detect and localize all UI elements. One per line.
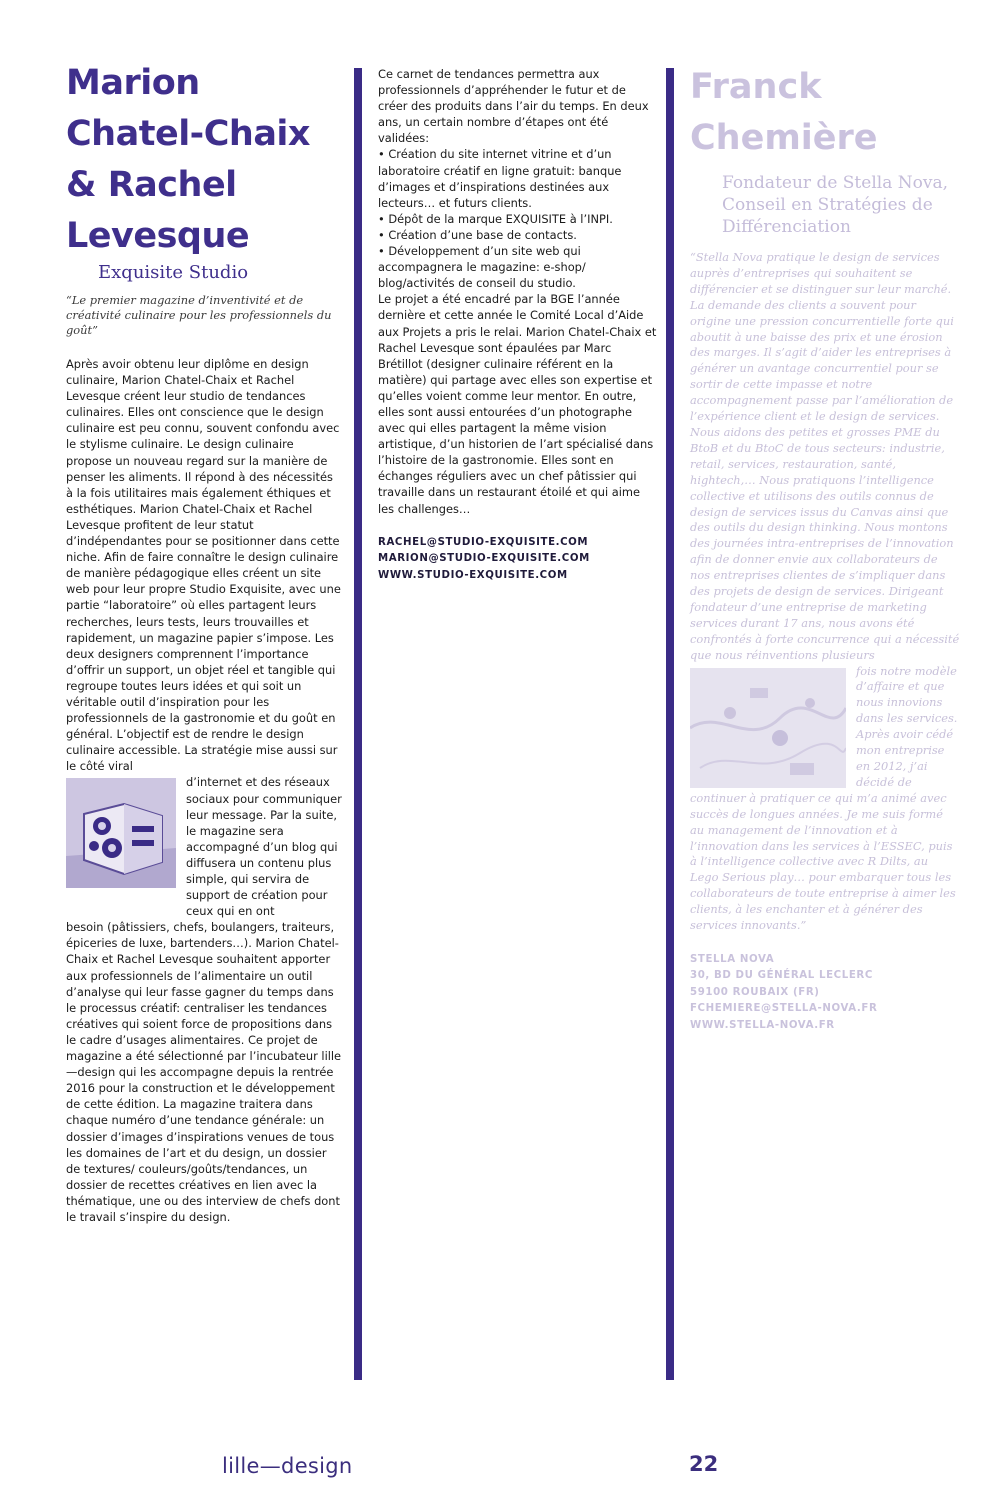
- title-line: Levesque: [66, 216, 250, 256]
- column-divider: [666, 68, 674, 1380]
- page-number: 22: [689, 1452, 719, 1476]
- bullet-item: • Création du site internet vitrine et d’un laboratoire créatif en ligne gratuit: banque d’images et d’inspirations destinées aux lecteurs… et futurs clients.: [378, 147, 622, 210]
- speaker-object-photo: [66, 778, 176, 888]
- column-divider: [354, 68, 362, 1380]
- quote-text: “Stella Nova pratique le design de services auprès d’entreprises qui souhaitent se différencier et se distinguer sur leur marché. La demande des clients a souvent pour origine une pression concurrentielle forte qui aboutit à une baisse des prix et une érosion des marges. Il s’agit d’aider les entreprises à générer un avantage concurrentiel pour se sortir de cette impasse et notre accompagnement passe par l’amélioration de l’expérience client et le design de services. Nous aidons des petites et grosses PME du BtoB et du BtoC de tous secteurs: industrie, retail, services, restauration, santé, hightech,… Nous pratiquons l’intelligence collective et utilisons des outils connus de design de services issus du Canvas ainsi que des outils du design thinking. Nous montons des journées intra-entreprises de l’innovation afin de donner envie aux collaborateurs de nos entreprises clientes de s’impliquer dans des projets de design de services. Dirigeant fondateur d’une entreprise de marketing services durant 17 ans, nous avons été confrontés à forte concurrence qui a nécessité que nous réinventions plusieurs: [690, 250, 960, 662]
- photo-wrap: [690, 664, 960, 791]
- bullet-item: • Création d’une base de contacts.: [378, 227, 577, 242]
- article-title: [690, 62, 960, 164]
- pull-quote: “Le premier magazine d’inventivité et de créativité culinaire pour les professionnels du goût”: [66, 293, 332, 337]
- quote-text-continued: continuer à pratiquer ce qui m’a animé avec succès de longues années. Je me suis formé au management de l’innovation et à l’innovation dans les services à l’ESSEC, puis à l’intelligence collective avec R Dilts, au Lego Serious play… pour embarquer tous les collaborateurs de toute entreprise à aimer les clients, à les enchanter et à générer des services innovants.”: [690, 790, 956, 933]
- article-franck-chemiere: [690, 62, 960, 1034]
- body-text: Ce carnet de tendances permettra aux professionnels d’appréhender le futur et de créer des produits dans l’air du temps. En deux ans, un certain nombre d’étapes ont été validées:: [378, 67, 649, 146]
- title-line: Franck: [690, 67, 822, 107]
- email-link[interactable]: MARION@STUDIO-EXQUISITE.COM: [378, 553, 590, 565]
- role-subtitle: Fondateur de Stella Nova, Conseil en Stratégies de Différenciation: [722, 173, 948, 237]
- title-line: Chemière: [690, 118, 878, 158]
- website-link[interactable]: WWW.STUDIO-EXQUISITE.COM: [378, 569, 568, 581]
- bullet-item: • Dépôt de la marque EXQUISITE à l’INPI.: [378, 211, 613, 226]
- city-address: 59100 ROUBAIX (FR): [690, 986, 820, 998]
- address-block: [690, 952, 960, 1035]
- body-text: Le projet a été encadré par la BGE l’année dernière et cette année le Comité Local d’Aide aux Projets a pris le relai. Marion Chatel-Chaix et Rachel Levesque sont épaulées par Marc Brétillot (designer culinaire référent en la matière) qui partage avec elles son expertise et qu’elles voient comme leur mentor. En outre, elles sont aussi entourées d’un photographe avec qui elles partagent la même vision artistique, d’un historien de l’art spécialisé dans l’histoire de la gastronomie. Elles sont en échanges réguliers avec un chef pâtissier qui travaille dans un restaurant étoilé et qui aime les challenges…: [378, 292, 657, 516]
- photo-wrap: [66, 774, 342, 919]
- company-name: STELLA NOVA: [690, 953, 775, 965]
- article-continuation: [378, 66, 658, 584]
- title-line: & Rachel: [66, 165, 237, 205]
- street-address: 30, BD DU GÉNÉRAL LECLERC: [690, 970, 873, 982]
- website-link[interactable]: WWW.STELLA-NOVA.FR: [690, 1019, 835, 1031]
- email-link[interactable]: FCHEMIERE@STELLA-NOVA.FR: [690, 1003, 878, 1015]
- body-text-continued: besoin (pâtissiers, chefs, boulangers, traiteurs, épiceries de luxe, bartenders…). Marion Chatel-Chaix et Rachel Levesque souhaitent apporter aux professionnels de l’alimentaire un outil d’analyse qui leur fasse gagner du temps dans le processus créatif: centraliser les tendances créatives qui soient force de propositions dans le cadre d’usages alimentaires. Ce projet de magazine a été sélectionné par l’incubateur lille—design qui les accompagne depuis la rentrée 2016 pour la construction et le développement de cette édition. La magazine traitera dans chaque numéro d’une tendance générale: un dossier d’images d’inspirations venues de tous les domaines de l’art et du design, un dossier de textures/ couleurs/goûts/tendances, un dossier de recettes créatives en lien avec la thématique, une ou des interview de chefs dont le travail s’inspire du design.: [66, 920, 342, 1224]
- quote-text-wrap: fois notre modèle d’affaire et que nous innovions dans les services. Après avoir cédé mon entreprise en 2012, j’ai décidé de: [856, 663, 958, 789]
- body-text: Après avoir obtenu leur diplôme en design culinaire, Marion Chatel-Chaix et Rachel Levesque créent leur studio de tendances culinaires. Elles ont conscience que le design culinaire est peu connu, souvent confondu avec le stylisme culinaire. Le design culinaire propose un nouveau regard sur la manière de penser les aliments. Il répond à des nécessités à la fois utilitaires mais également éthiques et esthétiques. Marion Chatel-Chaix et Rachel Levesque profitent de leur statut d’indépendantes pour se positionner dans cette niche. Afin de faire connaître le design culinaire de manière pédagogique elles créent un site web pour leur propre Studio Exquisite, avec une partie “laboratoire” où elles partagent leurs recherches, leurs tests, leurs trouvailles et rapidement, un magazine papier s’impose. Les deux designers comprennent l’importance d’offrir un support, un objet réel et tangible qui regroupe toutes leurs idées et qui soit un véritable outil d’inspiration pour les professionnels de la gastronomie et du goût en général. L’objectif est de rendre le design culinaire accessible. La stratégie mise aussi sur le côté viral: [66, 357, 341, 774]
- studio-subtitle: Exquisite Studio: [98, 262, 249, 283]
- workshop-photo: [690, 668, 846, 788]
- body-text-wrap: d’internet et des réseaux sociaux pour communiquer leur message. Par la suite, le magazine sera accompagné d’un blog qui diffusera un contenu plus simple, qui servira de support de création pour ceux qui en ont: [186, 775, 342, 919]
- title-line: Marion: [66, 63, 200, 103]
- title-line: Chatel-Chaix: [66, 114, 311, 154]
- article-marion-rachel: [66, 58, 342, 1225]
- article-title: [66, 58, 342, 262]
- bullet-item: • Développement d’un site web qui accompagnera le magazine: e-shop/ blog/activités de conseil du studio.: [378, 244, 586, 291]
- contact-block: [378, 535, 658, 585]
- footer-publication: lille—design: [222, 1454, 353, 1478]
- email-link[interactable]: RACHEL@STUDIO-EXQUISITE.COM: [378, 536, 589, 548]
